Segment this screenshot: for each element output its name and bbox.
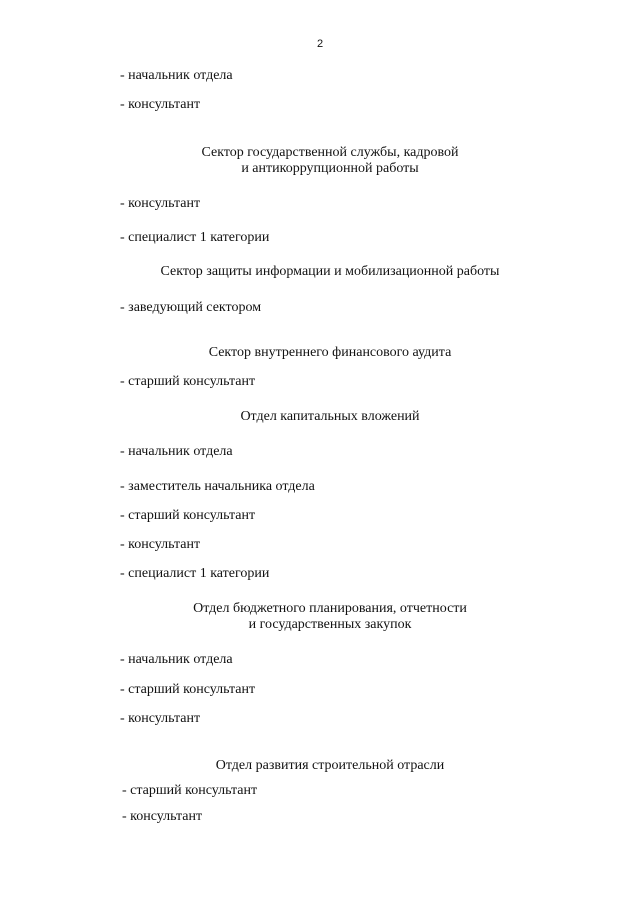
section-heading-line: Сектор государственной службы, кадровой	[201, 145, 459, 160]
section-heading-line: Отдел развития строительной отрасли	[215, 758, 445, 773]
section-heading-line: и государственных закупок	[248, 617, 412, 632]
position-item: - старший консультант	[120, 374, 256, 389]
position-item: - специалист 1 категории	[120, 230, 270, 245]
position-item: - консультант	[120, 711, 201, 726]
section-heading	[0, 345, 640, 361]
section-heading	[0, 264, 640, 280]
section-heading-line: Отдел бюджетного планирования, отчетности	[193, 601, 467, 616]
section-heading	[0, 145, 640, 177]
position-item: - начальник отдела	[120, 444, 233, 459]
position-item: - консультант	[120, 537, 201, 552]
position-item: - консультант	[120, 196, 201, 211]
section-heading	[0, 601, 640, 633]
position-item: - старший консультант	[122, 783, 258, 798]
section-heading-line: Сектор защиты информации и мобилизационной работы	[160, 264, 500, 279]
position-item: - старший консультант	[120, 508, 256, 523]
position-item: - начальник отдела	[120, 652, 233, 667]
page-number: 2	[316, 38, 324, 50]
section-heading-line: Отдел капитальных вложений	[240, 409, 420, 424]
position-item: - консультант	[122, 809, 203, 824]
position-item: - заведующий сектором	[120, 300, 262, 315]
position-item: - начальник отдела	[120, 68, 233, 83]
section-heading-line: Сектор внутреннего финансового аудита	[208, 345, 452, 360]
position-item: - заместитель начальника отдела	[120, 479, 315, 494]
section-heading-line: и антикоррупционной работы	[241, 161, 419, 176]
position-item: - специалист 1 категории	[120, 566, 270, 581]
position-item: - консультант	[120, 97, 201, 112]
section-heading	[0, 409, 640, 425]
position-item: - старший консультант	[120, 682, 256, 697]
section-heading	[0, 758, 640, 774]
